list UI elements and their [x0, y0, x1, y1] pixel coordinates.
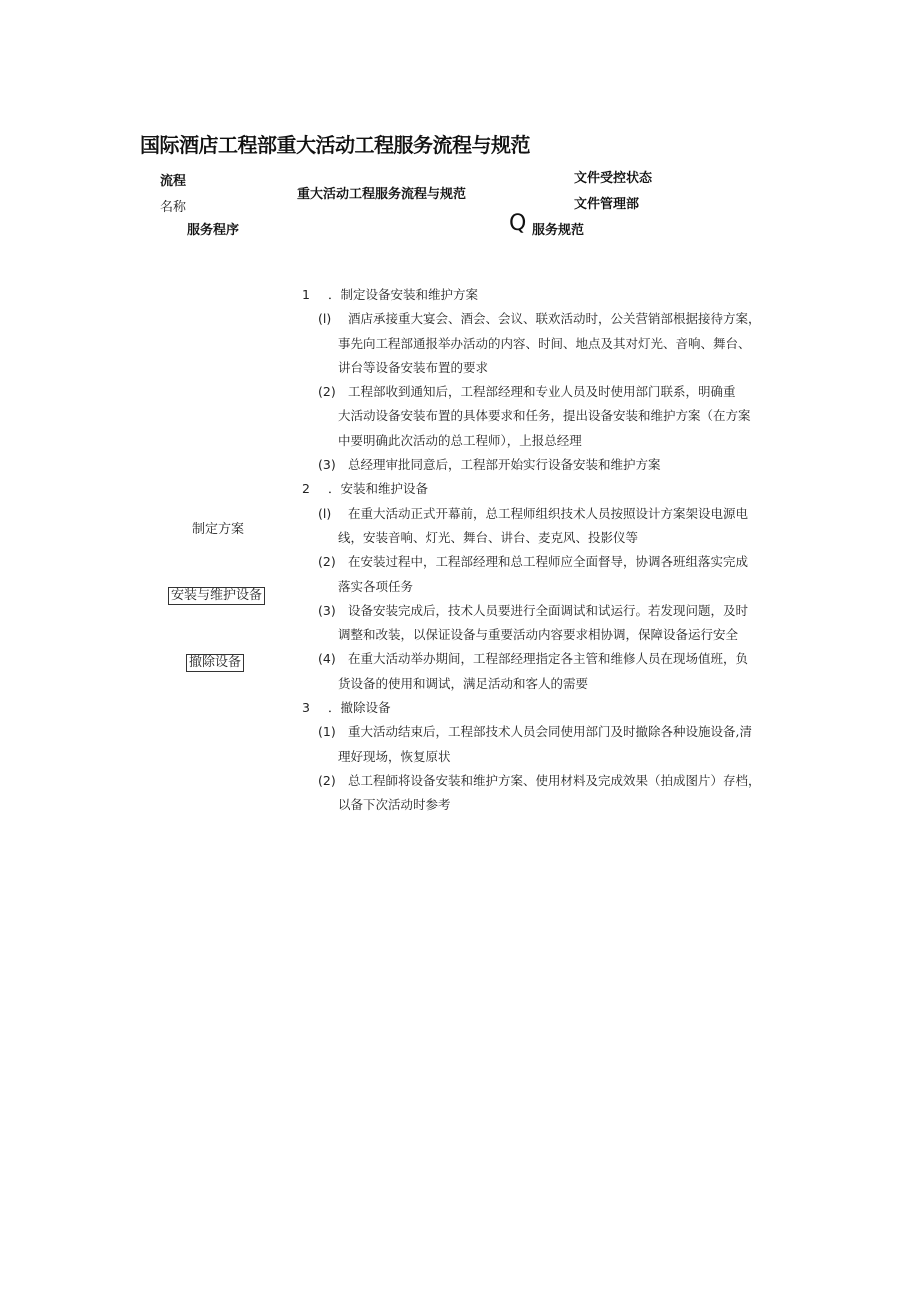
spec-label: 服务规范: [532, 223, 585, 238]
section-heading: 2 ．安装和维护设备: [302, 481, 429, 497]
procedure-label: 服务程序: [187, 223, 240, 238]
q-mark: Q: [509, 211, 527, 236]
list-item-continued: 讲台等设备安装布置的要求: [338, 359, 489, 375]
file-dept: 文件管理部: [574, 197, 640, 212]
flow-step-plan: 制定方案: [192, 522, 245, 537]
list-item-continued: 中要明确此次活动的总工程师），上报总经理: [338, 432, 582, 448]
list-item-continued: 货设备的使用和调试，满足活动和客人的需要: [338, 675, 589, 691]
list-item: (2) 在安装过程中，工程部经理和总工程师应全面督导，协调各班组落实完成: [318, 554, 749, 570]
control-status: 文件受控状态: [574, 171, 653, 186]
list-item: (2) 工程部收到通知后，工程部经理和专业人员及时使用部门联系，明确重: [318, 384, 736, 400]
list-item-continued: 调整和改装，以保证设备与重要活动内容要求相协调，保障设备运行安全: [338, 627, 739, 643]
list-item: (4) 在重大活动举办期间，工程部经理指定各主管和维修人员在现场值班，负: [318, 651, 749, 667]
list-item: (3) 设备安装完成后，技术人员要进行全面调试和试运行。若发现问题，及时: [318, 602, 749, 618]
document-title: 国际酒店工程部重大活动工程服务流程与规范: [140, 133, 530, 157]
list-item-continued: 以备下次活动时参考: [338, 797, 451, 813]
list-item-continued: 事先向工程部通报举办活动的内容、时间、地点及其对灯光、音响、舞台、: [338, 335, 751, 351]
flow-name: 重大活动工程服务流程与规范: [297, 187, 467, 202]
flow-step-install: 安装与维护设备: [168, 587, 265, 605]
section-heading: 1 ．制定设备安装和维护方案: [302, 287, 479, 302]
list-item: (l) 酒店承接重大宴会、酒会、会议、联欢活动时，公关营销部根据接待方案，: [318, 311, 761, 327]
list-item: (l) 在重大活动正式开幕前，总工程师组织技术人员按照设计方案架设电源电: [318, 505, 749, 521]
list-item-continued: 线，安装音响、灯光、舞台、讲台、麦克风、投影仪等: [338, 529, 639, 545]
spec-content: [300, 283, 790, 818]
list-item: (1) 重大活动结束后，工程部技术人员会同使用部门及时撤除各种设施设备,清: [318, 724, 752, 740]
name-label: 名称: [160, 200, 187, 215]
flow-step-remove: 撤除设备: [186, 654, 244, 672]
list-item-continued: 落实各项任务: [338, 578, 414, 594]
list-item-continued: 理好现场，恢复原状: [338, 748, 451, 764]
list-item: (3) 总经理审批同意后，工程部开始实行设备安装和维护方案: [318, 457, 661, 473]
list-item: (2) 总工程師将设备安装和维护方案、使用材料及完成效果（拍成图片）存档，: [318, 772, 761, 788]
section-heading: 3 ．撤除设备: [302, 700, 391, 716]
list-item-continued: 大活动设备安装布置的具体要求和任务，提出设备安装和维护方案（在方案: [338, 408, 751, 424]
flow-label: 流程: [160, 174, 187, 189]
